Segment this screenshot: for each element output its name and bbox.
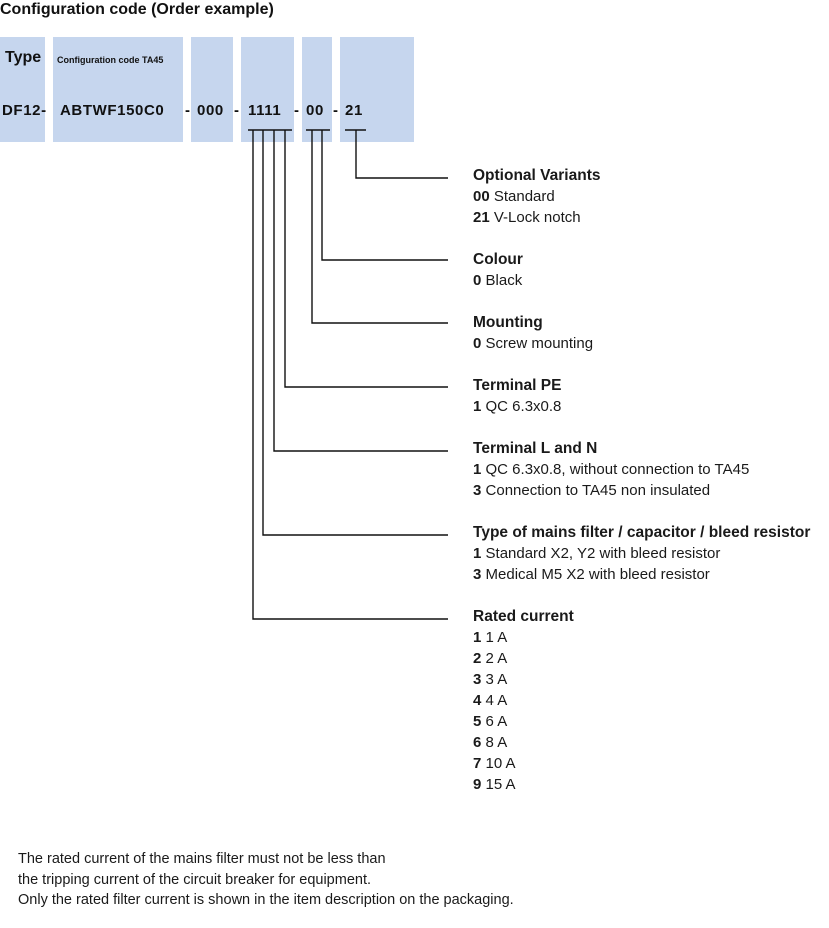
option-item bbox=[473, 543, 810, 564]
group-filter-type bbox=[473, 522, 810, 585]
option-item bbox=[473, 711, 574, 732]
option-code: 4 bbox=[473, 692, 482, 709]
option-text: Connection to TA45 non insulated bbox=[485, 482, 711, 499]
option-text: QC 6.3x0.8, without connection to TA45 bbox=[485, 461, 750, 478]
code-base: ABTWF150C0 bbox=[60, 102, 165, 119]
option-code: 21 bbox=[473, 209, 490, 226]
group-heading: Terminal L and N bbox=[473, 440, 598, 457]
connector-colour bbox=[322, 130, 448, 260]
option-item bbox=[473, 564, 810, 585]
option-item bbox=[473, 480, 749, 501]
group-colour bbox=[473, 249, 523, 291]
option-item bbox=[473, 627, 574, 648]
option-item bbox=[473, 732, 574, 753]
option-item bbox=[473, 396, 561, 417]
connector-rated-current bbox=[253, 130, 448, 619]
code-part-2: 1111 bbox=[248, 102, 282, 119]
group-rated-current bbox=[473, 606, 574, 795]
option-item bbox=[473, 753, 574, 774]
group-heading: Terminal PE bbox=[473, 377, 562, 394]
option-text: 6 A bbox=[485, 713, 508, 730]
option-code: 6 bbox=[473, 734, 482, 751]
code-separator: - bbox=[294, 102, 300, 119]
option-item bbox=[473, 459, 749, 480]
type-label: Type bbox=[5, 49, 42, 66]
option-text: 15 A bbox=[485, 776, 516, 793]
option-code: 2 bbox=[473, 650, 482, 667]
option-text: V-Lock notch bbox=[493, 209, 581, 226]
option-code: 7 bbox=[473, 755, 482, 772]
option-text: 10 A bbox=[485, 755, 516, 772]
option-code: 1 bbox=[473, 629, 482, 646]
group-heading: Mounting bbox=[473, 314, 543, 331]
group-terminal-l-n bbox=[473, 438, 749, 501]
option-code: 0 bbox=[473, 335, 482, 352]
option-code: 1 bbox=[473, 398, 482, 415]
option-text: 1 A bbox=[485, 629, 508, 646]
option-text: Screw mounting bbox=[485, 335, 594, 352]
option-code: 3 bbox=[473, 566, 482, 583]
config-code-label: Configuration code TA45 bbox=[57, 55, 164, 65]
code-part-4: 21 bbox=[345, 102, 363, 119]
footnote-line: The rated current of the mains filter must not be less than bbox=[18, 851, 386, 867]
footnote bbox=[18, 849, 514, 911]
option-code: 00 bbox=[473, 188, 490, 205]
code-separator: - bbox=[185, 102, 191, 119]
option-item bbox=[473, 207, 600, 228]
option-item bbox=[473, 270, 523, 291]
group-mounting bbox=[473, 312, 593, 354]
group-heading: Colour bbox=[473, 251, 523, 268]
option-item bbox=[473, 186, 600, 207]
page-title: Configuration code (Order example) bbox=[0, 1, 274, 18]
code-separator: - bbox=[234, 102, 240, 119]
group-heading: Rated current bbox=[473, 608, 574, 625]
option-code: 3 bbox=[473, 671, 482, 688]
connector-terminal-pe bbox=[285, 130, 448, 387]
option-code: 5 bbox=[473, 713, 482, 730]
option-code: 1 bbox=[473, 545, 482, 562]
group-optional-variants bbox=[473, 165, 600, 228]
footnote-line: Only the rated filter current is shown in the item description on the packaging. bbox=[18, 892, 514, 908]
group-terminal-pe bbox=[473, 375, 561, 417]
code-part-3: 00 bbox=[306, 102, 324, 119]
option-code: 9 bbox=[473, 776, 482, 793]
footnote-line: the tripping current of the circuit breaker for equipment. bbox=[18, 871, 372, 888]
group-heading: Type of mains filter / capacitor / bleed resistor bbox=[473, 524, 811, 541]
code-separator: - bbox=[333, 102, 339, 119]
option-code: 1 bbox=[473, 461, 482, 478]
option-code: 3 bbox=[473, 482, 482, 499]
option-text: Standard X2, Y2 with bleed resistor bbox=[485, 545, 721, 562]
option-item bbox=[473, 774, 574, 795]
option-item bbox=[473, 690, 574, 711]
option-text: Medical M5 X2 with bleed resistor bbox=[485, 566, 710, 583]
code-type: DF12- bbox=[2, 102, 47, 119]
option-text: 2 A bbox=[485, 650, 508, 667]
connector-mounting bbox=[312, 130, 448, 323]
connector-optional-variants bbox=[356, 130, 448, 178]
option-text: Standard bbox=[493, 188, 555, 205]
group-heading: Optional Variants bbox=[473, 167, 601, 184]
option-item bbox=[473, 333, 593, 354]
option-item bbox=[473, 669, 574, 690]
option-code: 0 bbox=[473, 272, 482, 289]
option-text: 4 A bbox=[485, 692, 508, 709]
option-item bbox=[473, 648, 574, 669]
option-text: 8 A bbox=[485, 734, 508, 751]
option-text: Black bbox=[485, 272, 523, 289]
code-part-1: 000 bbox=[197, 102, 224, 119]
option-text: 3 A bbox=[485, 671, 508, 688]
connector-filter-type bbox=[263, 130, 448, 535]
option-text: QC 6.3x0.8 bbox=[485, 398, 562, 415]
